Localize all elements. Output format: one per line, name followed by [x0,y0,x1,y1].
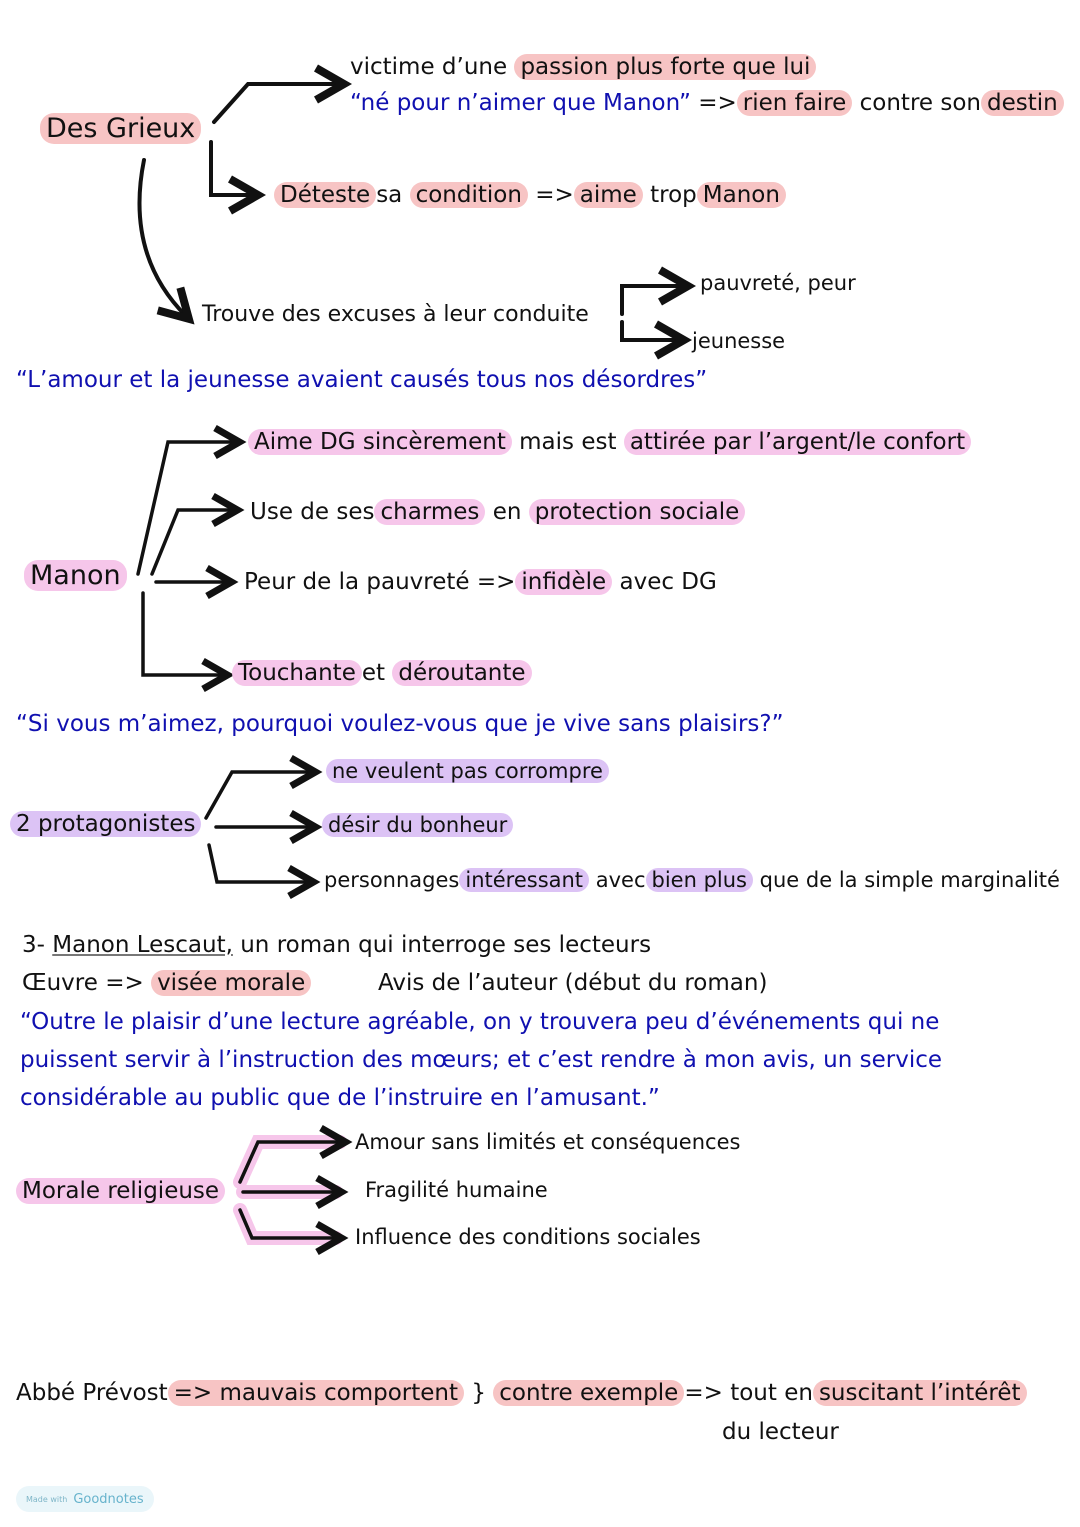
des-grieux-branch-2: Déteste sa condition => aime trop Manon [274,180,786,210]
excuse-jeunesse: jeunesse [692,329,786,353]
quote-des-grieux: “L’amour et la jeunesse avaient causés tous nos désordres” [16,367,708,393]
oeuvre-line: Œuvre => visée morale [22,968,311,998]
manon-branch-4: Touchante et déroutante [232,658,532,688]
morale-branch-2: Fragilité humaine [365,1178,548,1202]
protagonistes-branch-1: ne veulent pas corrompre [326,756,609,786]
avis-auteur: Avis de l’auteur (début du roman) [378,970,768,996]
excuse-pauvrete: pauvreté, peur [700,271,856,295]
watermark-brand: Goodnotes [73,1491,144,1507]
node-manon: Manon [24,561,127,591]
des-grieux-branch-3: Trouve des excuses à leur conduite [202,302,589,327]
quote-auteur-line-3: considérable au public que de l’instruire en l’amusant.” [20,1085,660,1111]
node-morale-religieuse: Morale religieuse [16,1176,225,1206]
node-protagonistes: 2 protagonistes [10,809,201,839]
quote-auteur-line-2: puissent servir à l’instruction des mœurs; et c’est rendre à mon avis, un service [20,1047,943,1073]
des-grieux-branch-1-line-2: “né pour n’aimer que Manon” => rien faire contre son destin [350,88,1064,118]
des-grieux-branch-1-line-1: victime d’une passion plus forte que lui [350,52,816,82]
conclusion-line-1: Abbé Prévost => mauvais comportent } contre exemple => tout en suscitant l’intérêt [16,1378,1027,1408]
manon-branch-3: Peur de la pauvreté => infidèle avec DG [244,569,717,595]
node-des-grieux: Des Grieux [40,114,201,144]
conclusion-line-2: du lecteur [722,1419,839,1445]
protagonistes-branch-2: désir du bonheur [322,810,513,840]
morale-branch-3: Influence des conditions sociales [355,1225,701,1249]
quote-manon: “Si vous m’aimez, pourquoi voulez-vous que je vive sans plaisirs?” [16,711,784,737]
section-3-heading: 3- Manon Lescaut, un roman qui interroge ses lecteurs [22,932,652,958]
manon-branch-2: Use de ses charmes en protection sociale [250,497,745,527]
quote-auteur-line-1: “Outre le plaisir d’une lecture agréable, on y trouvera peu d’événements qui ne [20,1009,940,1035]
morale-branch-1: Amour sans limités et conséquences [355,1130,741,1154]
protagonistes-branch-3: personnages intéressant avec bien plus que de la simple marginalité [324,868,1060,892]
watermark-prefix: Made with [26,1494,68,1504]
manon-branch-1: Aime DG sincèrement mais est attirée par l’argent/le confort [248,427,971,457]
goodnotes-watermark [16,1486,154,1512]
